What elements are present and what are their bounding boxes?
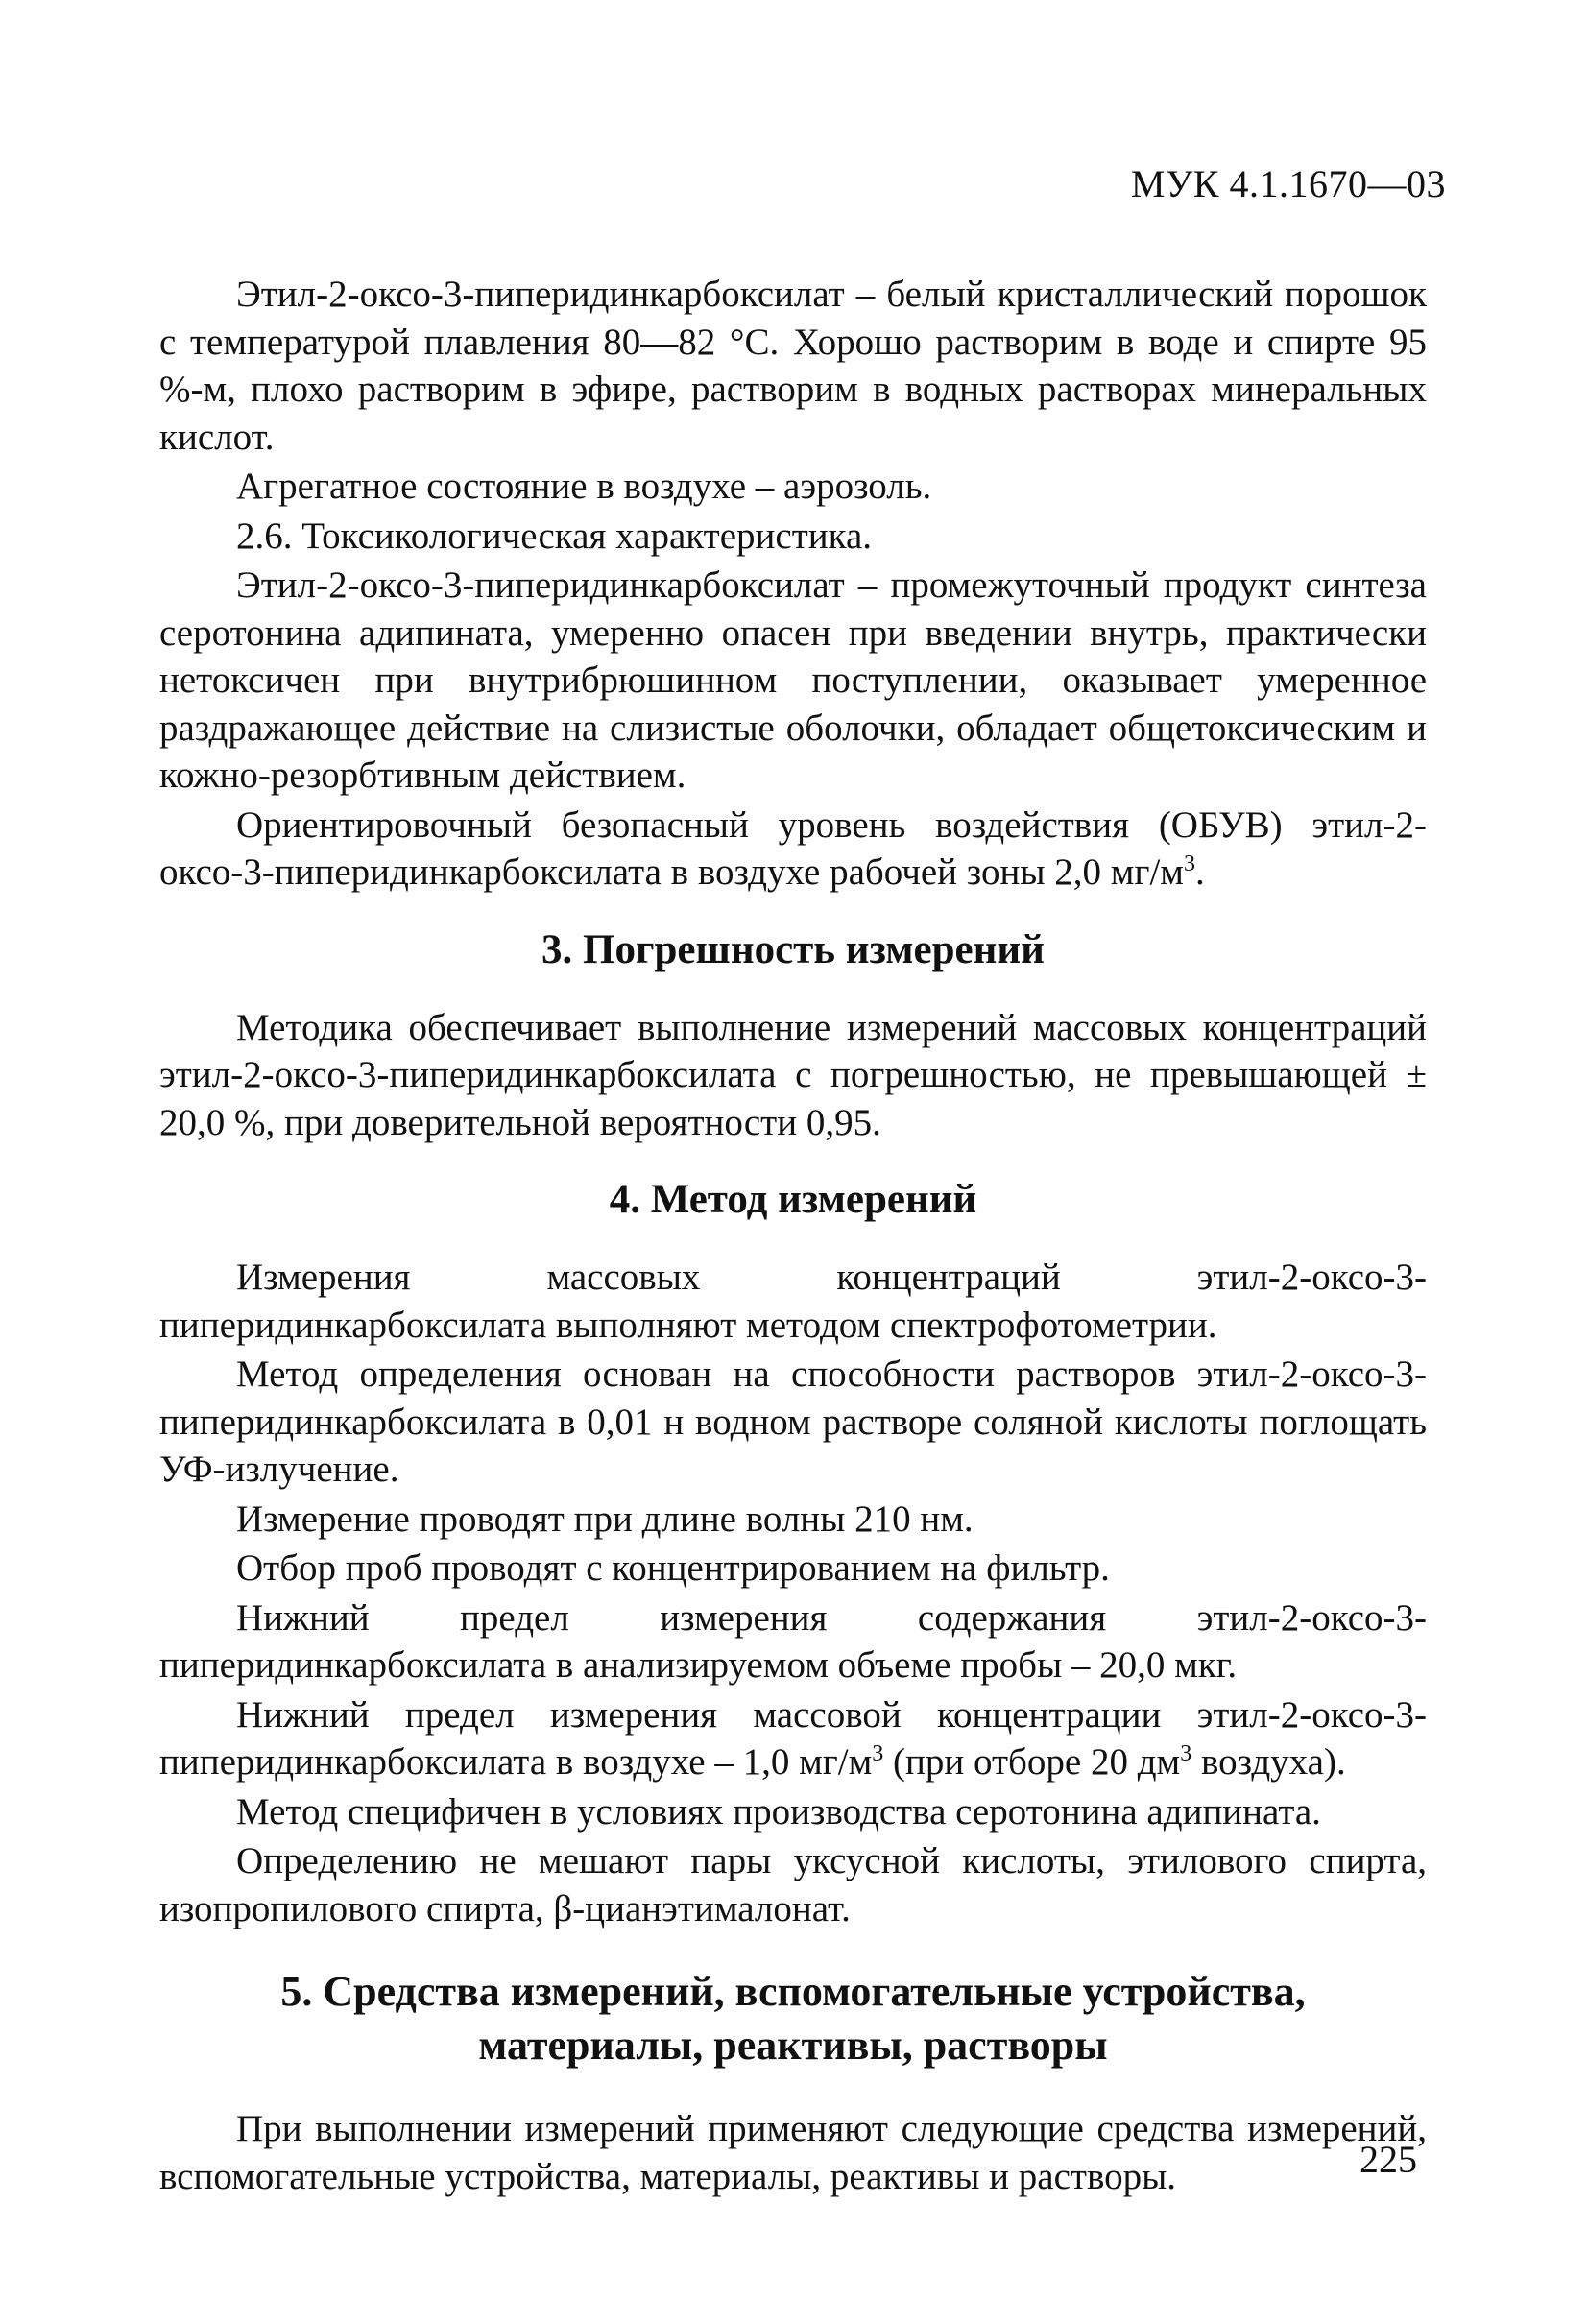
paragraph-error: Методика обеспечивает выполнение измерений массовых концентраций этил-2-оксо-3-пиперидинкарбоксилата с погрешностью, не превышающей ± 20,0 %, при доверительной вероятности 0,95. xyxy=(159,1006,1427,1143)
paragraph-properties: Этил-2-оксо-3-пиперидинкарбоксилат – белый кристаллический порошок с температурой плавления 80—82 °С. Хорошо растворим в воде и спирте 95 %-м, плохо растворим в эфире, растворим в водных растворах минеральных кислот. xyxy=(159,274,1427,458)
section-heading-5-line-2: материалы, реактивы, растворы xyxy=(478,2022,1108,2069)
section-heading-5 xyxy=(159,1965,1427,2072)
obuv-end: . xyxy=(1194,851,1205,893)
paragraph-method-2: Метод определения основан на способности растворов этил-2-оксо-3-пиперидинкарбоксилата в 0,01 н водном растворе соляной кислоты поглощать УФ-излучение. xyxy=(159,1354,1427,1490)
paragraph-equipment-intro: При выполнении измерений применяют следующие средства измерений, вспомогательные устройства, материалы, реактивы и растворы. xyxy=(159,2108,1427,2197)
page-number: 225 xyxy=(1359,2138,1417,2181)
section-heading-5-line-1: 5. Средства измерений, вспомогательные устройства, xyxy=(280,1968,1306,2015)
lower-limit-text-b: (при отборе 20 дм xyxy=(883,1741,1181,1783)
lower-limit-text-a: Нижний предел измерения массовой концентрации этил-2-оксо-3-пиперидинкарбоксилата в воздухе – 1,0 мг/м xyxy=(159,1693,1427,1783)
lower-limit-superscript-1: 3 xyxy=(872,1741,884,1766)
obuv-text: Ориентировочный безопасный уровень воздействия (ОБУВ) этил-2-оксо-3-пиперидинкарбоксилата в воздухе рабочей зоны 2,0 мг/м xyxy=(159,803,1427,893)
lower-limit-text-c: воздуха). xyxy=(1191,1741,1346,1783)
document-code-header: МУК 4.1.1670—03 xyxy=(1130,162,1446,205)
obuv-superscript: 3 xyxy=(1183,851,1195,876)
paragraph-lower-limit-concentration xyxy=(159,1691,1427,1786)
paragraph-method-1: Измерения массовых концентраций этил-2-оксо-3-пиперидинкарбоксилата выполняют методом спектрофотометрии. xyxy=(159,1257,1427,1346)
section-heading-3: 3. Погрешность измерений xyxy=(541,926,1045,972)
paragraph-toxicology: Этил-2-оксо-3-пиперидинкарбоксилат – промежуточный продукт синтеза серотонина адипината, умеренно опасен при введении внутрь, практически нетоксичен при внутрибрюшинном поступлении, оказывает умеренное раздражающее действие на слизистые оболочки, обладает общетоксическим и кожно-резорбтивным действием. xyxy=(159,564,1427,796)
page-body xyxy=(159,271,1427,2200)
lower-limit-superscript-2: 3 xyxy=(1180,1741,1192,1766)
paragraph-interference: Определению не мешают пары уксусной кислоты, этилового спирта, изопропилового спирта, β-цианэтималонат. xyxy=(159,1840,1427,1929)
paragraph-sampling: Отбор проб проводят с концентрированием на фильтр. xyxy=(236,1547,1110,1589)
paragraph-specificity: Метод специфичен в условиях производства серотонина адипината. xyxy=(236,1790,1321,1833)
section-heading-4: 4. Метод измерений xyxy=(609,1177,977,1222)
paragraph-aggregate-state: Агрегатное состояние в воздухе – аэрозоль. xyxy=(236,466,932,507)
subsection-heading-toxicology: 2.6. Токсикологическая характеристика. xyxy=(236,515,873,557)
paragraph-obuv xyxy=(159,802,1427,897)
paragraph-lower-limit-mass: Нижний предел измерения содержания этил-2-оксо-3-пиперидинкарбоксилата в анализируемом объеме пробы – 20,0 мкг. xyxy=(159,1596,1427,1686)
paragraph-wavelength: Измерение проводят при длине волны 210 нм. xyxy=(236,1497,974,1540)
